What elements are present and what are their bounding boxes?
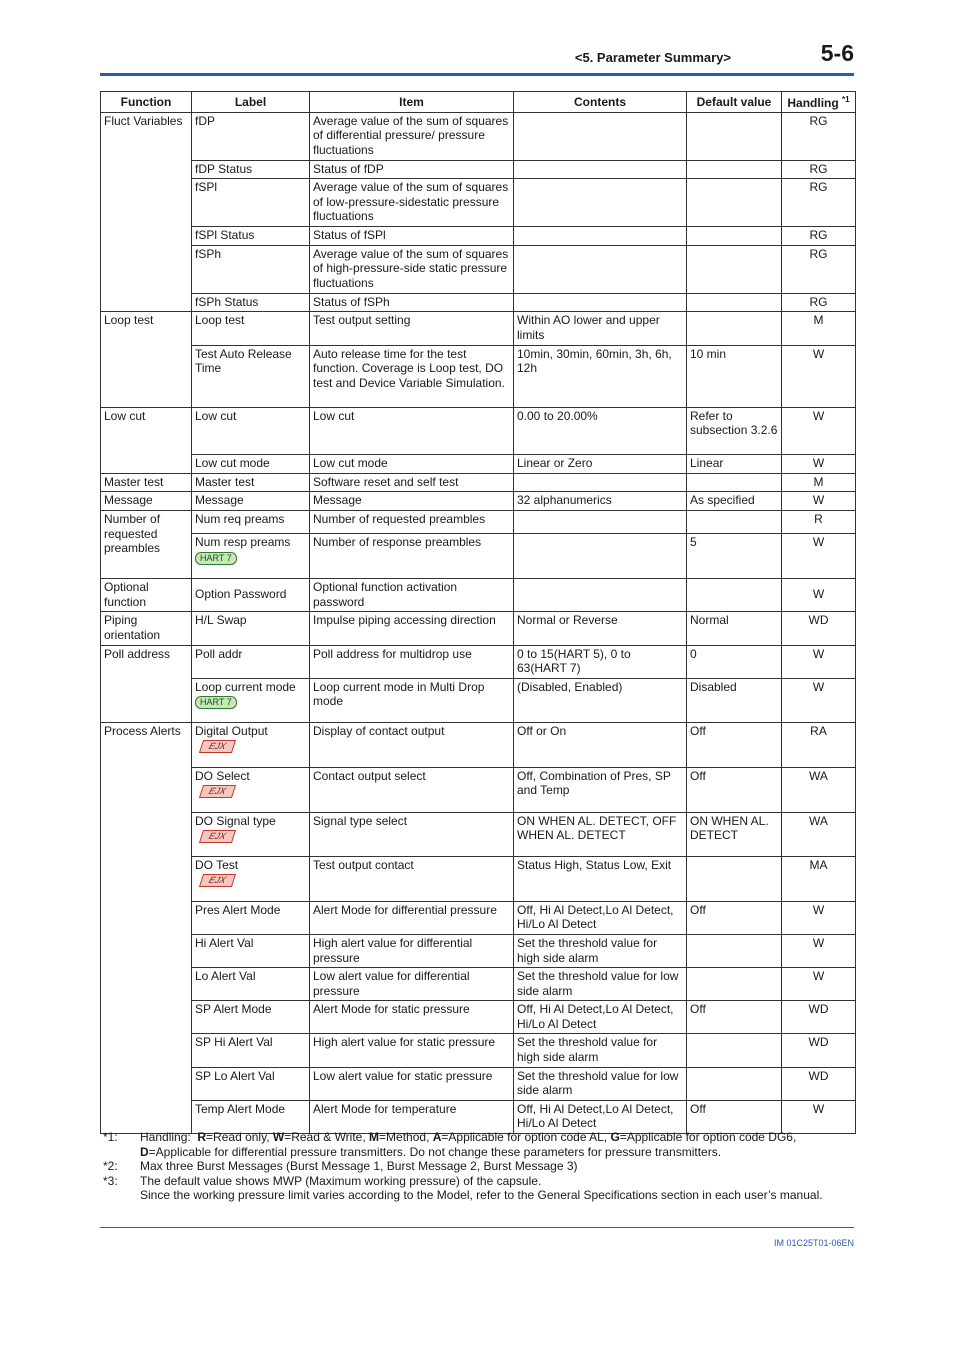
label-cell (192, 534, 310, 579)
default-cell (687, 473, 782, 492)
item-cell: Number of response preambles (310, 534, 514, 579)
default-cell (687, 160, 782, 179)
label-cell (192, 112, 310, 160)
label-cell (192, 579, 310, 612)
item-cell: Average value of the sum of squares of differential pressure/ pressure fluctuations (310, 112, 514, 160)
label-cell (192, 645, 310, 678)
contents-cell: 32 alphanumerics (514, 492, 687, 511)
header-rule (100, 73, 854, 76)
label-text: DO Test (195, 857, 239, 872)
label-cell (192, 293, 310, 312)
label-text: SP Alert Mode (195, 1002, 272, 1017)
item-cell: Low cut mode (310, 454, 514, 473)
table-row (101, 227, 856, 246)
contents-cell (514, 534, 687, 579)
item-cell: Poll address for multidrop use (310, 645, 514, 678)
hart7-badge: HART 7 (195, 552, 237, 565)
col-function: Function (101, 92, 192, 113)
handling-cell: RG (782, 179, 856, 227)
item-cell: Test output contact (310, 856, 514, 901)
default-cell (687, 1067, 782, 1100)
footer-rule (100, 1227, 854, 1228)
table-row (101, 901, 856, 934)
table-row (101, 160, 856, 179)
label-cell (192, 1001, 310, 1034)
col-handling (782, 92, 856, 113)
default-cell (687, 179, 782, 227)
note-ref: *1 (842, 95, 850, 104)
footnote (103, 1174, 863, 1203)
item-cell: Alert Mode for differential pressure (310, 901, 514, 934)
table-row (101, 579, 856, 612)
table-row (101, 312, 856, 345)
col-handling-text: Handling (787, 96, 839, 110)
table-row (101, 645, 856, 678)
item-cell: Average value of the sum of squares of high-pressure-side static pressure fluctuations (310, 245, 514, 293)
page-header (100, 40, 854, 76)
handling-cell: W (782, 901, 856, 934)
table-row (101, 1034, 856, 1067)
label-cell (192, 511, 310, 534)
function-cell: Message (101, 492, 192, 511)
function-cell: Loop test (101, 312, 192, 407)
contents-cell (514, 227, 687, 246)
table-row (101, 968, 856, 1001)
item-cell: Signal type select (310, 812, 514, 856)
default-cell: Linear (687, 454, 782, 473)
contents-cell: Normal or Reverse (514, 612, 687, 645)
default-cell: Off (687, 1100, 782, 1133)
label-cell (192, 1034, 310, 1067)
label-cell (192, 345, 310, 407)
item-cell: Alert Mode for static pressure (310, 1001, 514, 1034)
table-row (101, 812, 856, 856)
handling-cell: RG (782, 293, 856, 312)
contents-cell: Off, Hi Al Detect,Lo Al Detect, Hi/Lo Al Detect (514, 1001, 687, 1034)
label-cell (192, 968, 310, 1001)
item-cell: Alert Mode for temperature (310, 1100, 514, 1133)
contents-cell: Off or On (514, 722, 687, 767)
contents-cell: 0 to 15(HART 5), 0 to 63(HART 7) (514, 645, 687, 678)
contents-cell: 10min, 30min, 60min, 3h, 6h, 12h (514, 345, 687, 407)
function-cell: Poll address (101, 645, 192, 722)
item-cell: Low alert value for static pressure (310, 1067, 514, 1100)
footnote-mark: *3: (103, 1173, 118, 1188)
contents-cell (514, 112, 687, 160)
label-cell (192, 492, 310, 511)
handling-cell: RG (782, 160, 856, 179)
document-id: IM 01C25T01-06EN (773, 1238, 854, 1248)
default-cell (687, 856, 782, 901)
default-cell: Normal (687, 612, 782, 645)
table-row (101, 407, 856, 454)
label-text: H/L Swap (195, 613, 247, 628)
handling-cell: W (782, 645, 856, 678)
label-text: Message (195, 493, 244, 508)
label-text: Temp Alert Mode (195, 1101, 286, 1116)
label-cell (192, 179, 310, 227)
label-text: Pres Alert Mode (195, 902, 281, 917)
footnote (103, 1159, 863, 1174)
table-row (101, 345, 856, 407)
footnote-text: Max three Burst Messages (Burst Message 1, Burst Message 2, Burst Message 3) (140, 1159, 578, 1173)
default-cell (687, 934, 782, 967)
footnote-text: Handling: R=Read only, W=Read & Write, M=Method, A=Applicable for option code AL, G=Applicable for option code DG6, D=Applicable for differential pressure transmitters. Do not change these parameters for pressure transmitters. (140, 1130, 797, 1159)
label-cell (192, 245, 310, 293)
function-cell: Fluct Variables (101, 112, 192, 312)
label-cell (192, 856, 310, 901)
default-cell: Off (687, 1001, 782, 1034)
contents-cell: Within AO lower and upper limits (514, 312, 687, 345)
function-cell: Low cut (101, 407, 192, 473)
label-text: fDP Status (195, 161, 253, 176)
table-row (101, 856, 856, 901)
table-row (101, 612, 856, 645)
function-cell: Optional function (101, 579, 192, 612)
ejx-badge: EJX (199, 874, 236, 887)
contents-cell (514, 179, 687, 227)
handling-cell: WD (782, 612, 856, 645)
label-cell (192, 767, 310, 812)
table-row (101, 511, 856, 534)
ejx-badge: EJX (199, 830, 236, 843)
table-row (101, 1100, 856, 1133)
item-cell: Message (310, 492, 514, 511)
hart7-badge: HART 7 (195, 696, 237, 709)
label-text: SP Lo Alert Val (195, 1068, 275, 1083)
table-row (101, 473, 856, 492)
col-item: Item (310, 92, 514, 113)
label-text: fDP (195, 113, 216, 128)
item-cell: Average value of the sum of squares of low-pressure-sidestatic pressure fluctuations (310, 179, 514, 227)
label-text: Master test (195, 474, 255, 489)
label-cell (192, 312, 310, 345)
item-cell: Test output setting (310, 312, 514, 345)
contents-cell (514, 245, 687, 293)
label-text: SP Hi Alert Val (195, 1035, 273, 1050)
item-cell: Status of fSPh (310, 293, 514, 312)
contents-cell: Linear or Zero (514, 454, 687, 473)
function-cell: Number of requested preambles (101, 511, 192, 579)
default-cell (687, 579, 782, 612)
contents-cell: ON WHEN AL. DETECT, OFF WHEN AL. DETECT (514, 812, 687, 856)
ejx-badge: EJX (199, 740, 236, 753)
label-text: Low cut (195, 408, 237, 423)
table-row (101, 1001, 856, 1034)
handling-cell: W (782, 345, 856, 407)
label-cell (192, 160, 310, 179)
handling-cell: W (782, 579, 856, 612)
label-text: fSPh (195, 246, 222, 261)
item-cell: Loop current mode in Multi Drop mode (310, 678, 514, 722)
label-text: fSPl Status (195, 228, 255, 243)
footnote-mark: *1: (103, 1130, 118, 1144)
function-cell: Piping orientation (101, 612, 192, 645)
table-row (101, 1067, 856, 1100)
handling-cell: M (782, 312, 856, 345)
handling-cell: W (782, 678, 856, 722)
label-cell (192, 1067, 310, 1100)
item-cell: Number of requested preambles (310, 511, 514, 534)
handling-cell: RA (782, 722, 856, 767)
table-row (101, 492, 856, 511)
contents-cell: Set the threshold value for low side alarm (514, 1067, 687, 1100)
contents-cell: Status High, Status Low, Exit (514, 856, 687, 901)
label-cell (192, 612, 310, 645)
item-cell: High alert value for static pressure (310, 1034, 514, 1067)
item-cell: Contact output select (310, 767, 514, 812)
default-cell: Off (687, 722, 782, 767)
label-text: Digital Output (195, 723, 268, 738)
label-text: fSPh Status (195, 294, 259, 309)
contents-cell (514, 473, 687, 492)
label-text: Num resp preams (195, 535, 291, 550)
label-cell (192, 901, 310, 934)
label-cell (192, 227, 310, 246)
table-row (101, 179, 856, 227)
default-cell: ON WHEN AL. DETECT (687, 812, 782, 856)
contents-cell (514, 511, 687, 534)
contents-cell: Off, Hi Al Detect,Lo Al Detect, Hi/Lo Al Detect (514, 1100, 687, 1133)
contents-cell (514, 293, 687, 312)
default-cell (687, 1034, 782, 1067)
table-row (101, 454, 856, 473)
label-text: fSPl (195, 180, 218, 195)
item-cell: Low cut (310, 407, 514, 454)
handling-cell: W (782, 934, 856, 967)
handling-cell: WD (782, 1034, 856, 1067)
label-text: Hi Alert Val (195, 935, 254, 950)
default-cell (687, 112, 782, 160)
item-cell: Auto release time for the test function. Coverage is Loop test, DO test and Device Variable Simulation. (310, 345, 514, 407)
handling-cell: WA (782, 812, 856, 856)
handling-cell: RG (782, 112, 856, 160)
default-cell (687, 511, 782, 534)
handling-cell: M (782, 473, 856, 492)
item-cell: Display of contact output (310, 722, 514, 767)
handling-cell: R (782, 511, 856, 534)
default-cell: Off (687, 767, 782, 812)
default-cell: Refer to subsection 3.2.6 (687, 407, 782, 454)
contents-cell: (Disabled, Enabled) (514, 678, 687, 722)
table-body (101, 112, 856, 1133)
handling-cell: RG (782, 245, 856, 293)
item-cell: Software reset and self test (310, 473, 514, 492)
col-default: Default value (687, 92, 782, 113)
default-cell: 10 min (687, 345, 782, 407)
table-row (101, 245, 856, 293)
handling-cell: W (782, 492, 856, 511)
label-text: Lo Alert Val (195, 969, 256, 984)
table-row (101, 767, 856, 812)
default-cell: As specified (687, 492, 782, 511)
footnote-mark: *2: (103, 1159, 118, 1173)
col-contents: Contents (514, 92, 687, 113)
contents-cell (514, 579, 687, 612)
handling-cell: WD (782, 1067, 856, 1100)
item-cell: Low alert value for differential pressure (310, 968, 514, 1001)
table-row (101, 678, 856, 722)
contents-cell (514, 160, 687, 179)
handling-cell: W (782, 968, 856, 1001)
label-cell (192, 1100, 310, 1133)
col-label: Label (192, 92, 310, 113)
contents-cell: 0.00 to 20.00% (514, 407, 687, 454)
item-cell: Optional function activation password (310, 579, 514, 612)
parameter-table (100, 91, 856, 1134)
handling-cell: W (782, 534, 856, 579)
contents-cell: Set the threshold value for high side alarm (514, 934, 687, 967)
label-cell (192, 722, 310, 767)
label-text: Test Auto Release Time (195, 346, 292, 376)
item-cell: Status of fSPl (310, 227, 514, 246)
default-cell: Off (687, 901, 782, 934)
table-row (101, 934, 856, 967)
section-title: <5. Parameter Summary> (574, 50, 731, 65)
label-text: Poll addr (195, 646, 243, 661)
handling-cell: WA (782, 767, 856, 812)
function-cell: Master test (101, 473, 192, 492)
contents-cell: Off, Hi Al Detect,Lo Al Detect, Hi/Lo Al Detect (514, 901, 687, 934)
default-cell: 0 (687, 645, 782, 678)
label-cell (192, 407, 310, 454)
handling-cell: WD (782, 1001, 856, 1034)
handling-cell: W (782, 407, 856, 454)
contents-cell: Set the threshold value for high side alarm (514, 1034, 687, 1067)
item-cell: Status of fDP (310, 160, 514, 179)
table-row (101, 534, 856, 579)
table-header-row (101, 92, 856, 113)
default-cell (687, 227, 782, 246)
footnote (103, 1130, 863, 1159)
footnote-text: The default value shows MWP (Maximum working pressure) of the capsule. Since the working pressure limit varies according to the Model, refer to the General Specifications section in each user’s manual. (140, 1173, 823, 1202)
table-row (101, 293, 856, 312)
label-text: Low cut mode (195, 455, 270, 470)
handling-cell: MA (782, 856, 856, 901)
label-cell (192, 678, 310, 722)
footnotes (103, 1130, 863, 1203)
handling-cell: RG (782, 227, 856, 246)
contents-cell: Set the threshold value for low side alarm (514, 968, 687, 1001)
default-cell: 5 (687, 534, 782, 579)
table-row (101, 112, 856, 160)
handling-cell: W (782, 454, 856, 473)
contents-cell: Off, Combination of Pres, SP and Temp (514, 767, 687, 812)
label-cell (192, 473, 310, 492)
label-text: Loop current mode (195, 679, 296, 694)
ejx-badge: EJX (199, 785, 236, 798)
default-cell: Disabled (687, 678, 782, 722)
label-text: DO Signal type (195, 813, 276, 828)
label-text: DO Select (195, 768, 250, 783)
page-number: 5-6 (820, 40, 854, 66)
handling-cell: W (782, 1100, 856, 1133)
default-cell (687, 312, 782, 345)
label-cell (192, 934, 310, 967)
default-cell (687, 293, 782, 312)
label-text: Option Password (195, 587, 287, 602)
item-cell: Impulse piping accessing direction (310, 612, 514, 645)
item-cell: High alert value for differential pressure (310, 934, 514, 967)
default-cell (687, 968, 782, 1001)
label-cell (192, 812, 310, 856)
function-cell: Process Alerts (101, 722, 192, 1133)
label-cell (192, 454, 310, 473)
label-text: Num req preams (195, 512, 285, 527)
table-row (101, 722, 856, 767)
default-cell (687, 245, 782, 293)
label-text: Loop test (195, 313, 245, 328)
